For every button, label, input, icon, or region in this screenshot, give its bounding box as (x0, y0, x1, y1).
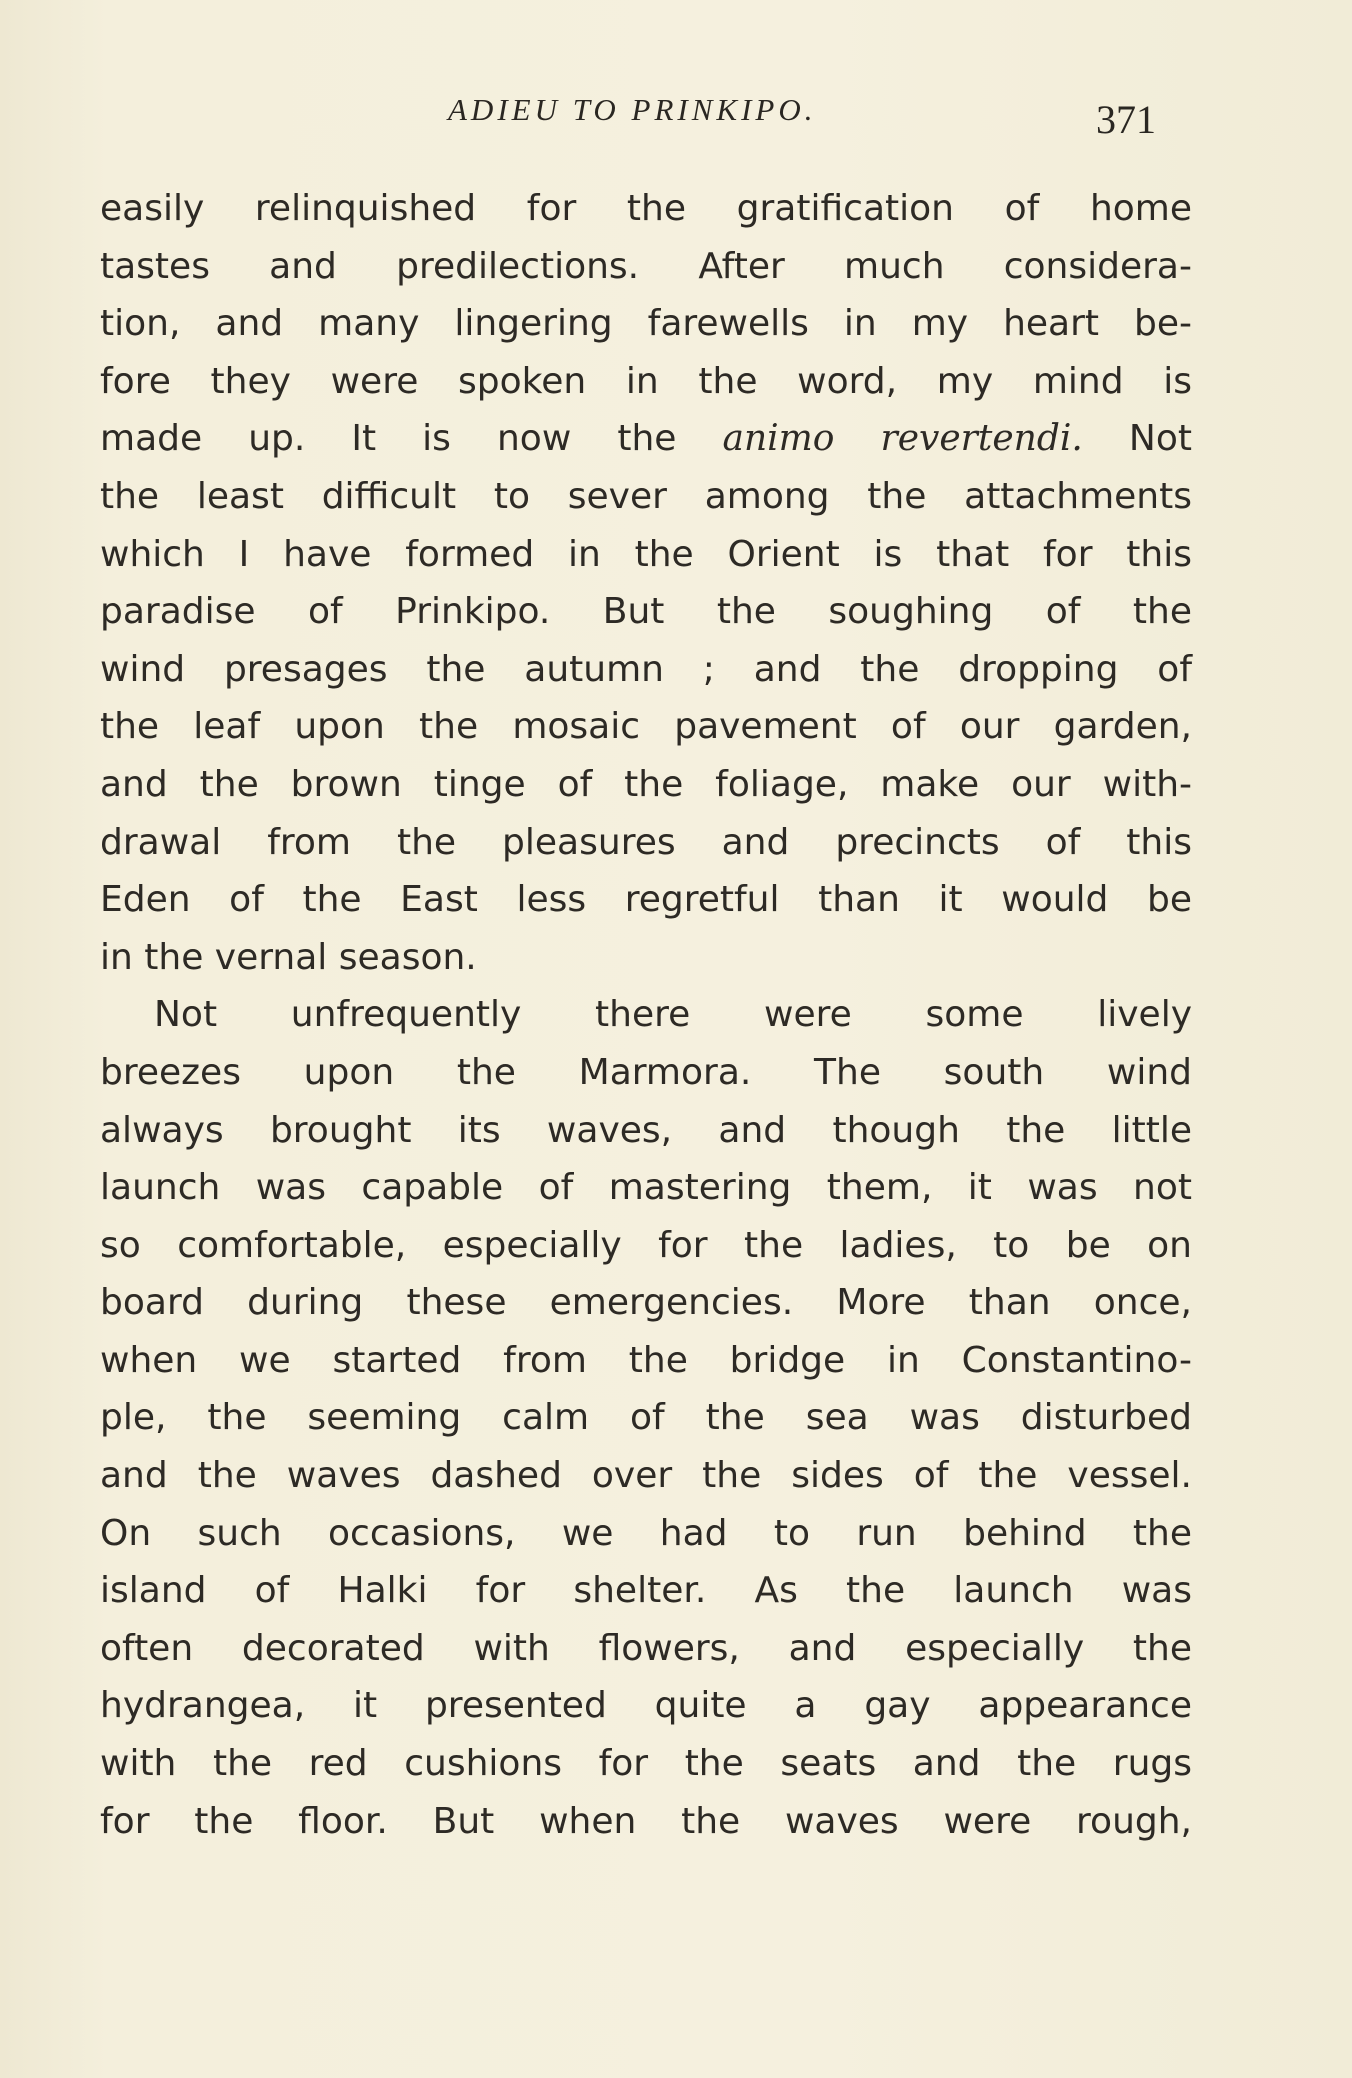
paragraph-2 (100, 986, 1192, 1850)
text-line: launch was capable of mastering them, it was not (100, 1167, 1192, 1209)
text-line: hydrangea, it presented quite a gay appearance (100, 1685, 1192, 1727)
page-number: 371 (1096, 97, 1156, 142)
text-segment: Not (1082, 418, 1192, 460)
text-line: tion, and many lingering farewells in my heart be- (100, 303, 1192, 345)
text-line: board during these emergencies. More than once, (100, 1282, 1192, 1324)
latin-phrase: animo revertendi. (722, 418, 1083, 460)
text-line: so comfortable, especially for the ladies, to be on (100, 1224, 1192, 1266)
running-title: ADIEU TO PRINKIPO. (448, 92, 817, 127)
text-segment: made up. It is now the (100, 418, 723, 460)
text-line: easily relinquished for the gratification of home (100, 188, 1192, 229)
text-line: the least difficult to sever among the attachments (100, 475, 1192, 517)
text-line: On such occasions, we had to run behind the (100, 1512, 1192, 1554)
paragraph-1 (100, 180, 1192, 986)
text-line: paradise of Prinkipo. But the soughing of the (100, 591, 1192, 633)
text-line: ple, the seeming calm of the sea was disturbed (100, 1397, 1192, 1439)
text-line: which I have formed in the Orient is that for this (100, 533, 1192, 575)
text-line: often decorated with flowers, and especially the (100, 1627, 1192, 1669)
text-line: for the floor. But when the waves were rough, (100, 1800, 1192, 1842)
running-head (0, 82, 1352, 142)
text-line: with the red cushions for the seats and the rugs (100, 1743, 1192, 1785)
text-line: and the waves dashed over the sides of the vessel. (100, 1455, 1192, 1497)
text-line: when we started from the bridge in Constantino- (100, 1339, 1192, 1381)
text-line (100, 410, 1192, 468)
text-line: always brought its waves, and though the little (100, 1109, 1192, 1151)
text-line: drawal from the pleasures and precincts of this (100, 821, 1192, 863)
body-text (100, 180, 1192, 1850)
text-line: Not unfrequently there were some lively (154, 994, 1192, 1036)
text-line: in the vernal season. (100, 936, 477, 978)
text-line: wind presages the autumn ; and the dropping of (100, 648, 1192, 690)
text-line: Eden of the East less regretful than it would be (100, 879, 1192, 921)
text-line: and the brown tinge of the foliage, make our with- (100, 763, 1192, 805)
text-line: breezes upon the Marmora. The south wind (100, 1051, 1192, 1093)
text-line: tastes and predilections. After much considera- (100, 245, 1192, 287)
text-line: island of Halki for shelter. As the launch was (100, 1570, 1192, 1612)
text-line: fore they were spoken in the word, my mind is (100, 360, 1192, 402)
text-line: the leaf upon the mosaic pavement of our garden, (100, 706, 1192, 748)
